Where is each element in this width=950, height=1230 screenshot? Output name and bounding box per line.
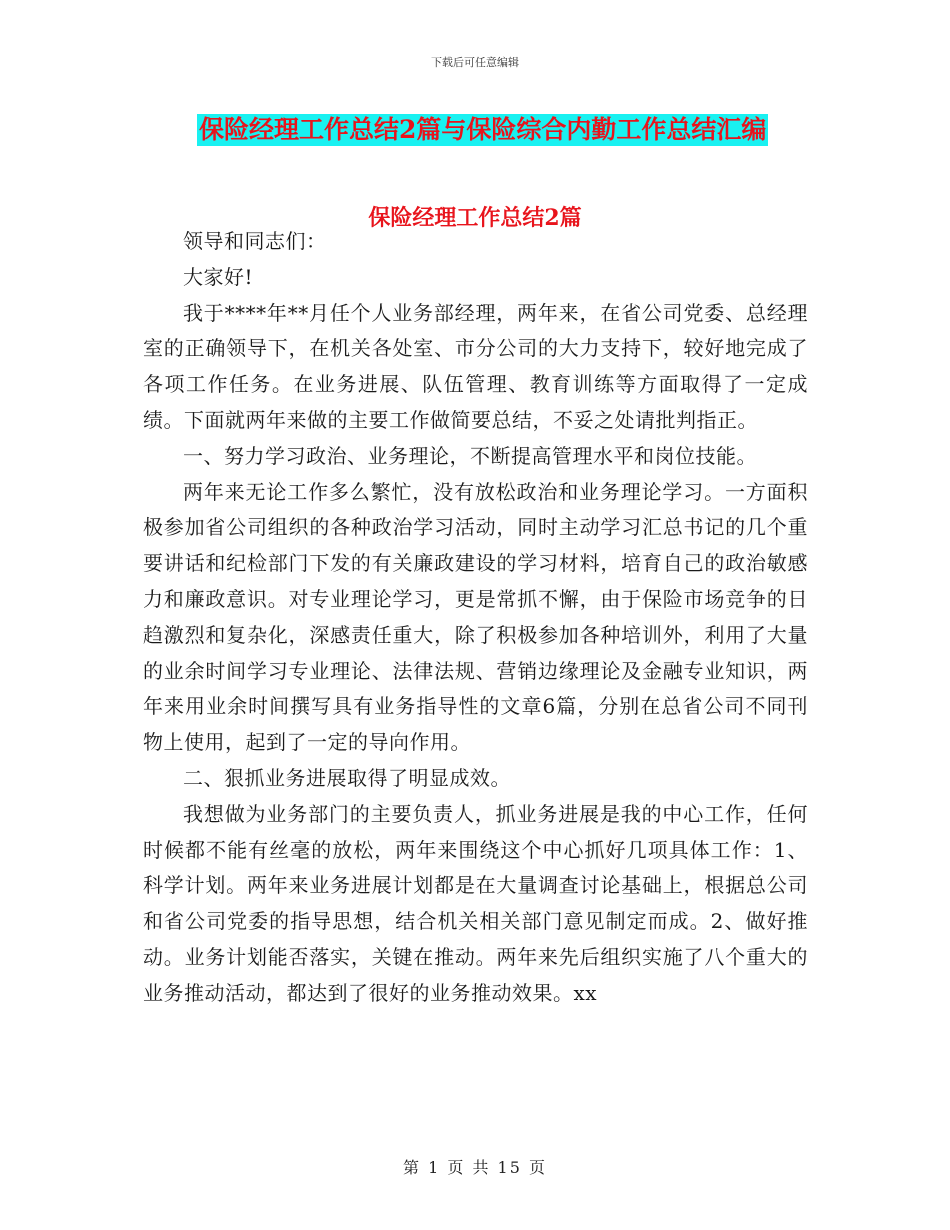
document-body	[143, 224, 808, 1012]
page-number-footer: 第 1 页 共 15 页	[403, 1158, 547, 1177]
paragraph-intro: 我于****年**月任个人业务部经理，两年来，在省公司党委、总经理室的正确领导下，在机关各处室、市分公司的大力支持下，较好地完成了各项工作任务。在业务进展、队伍管理、教育训练等方面取得了一定成绩。下面就两年来做的主要工作做简要总结，不妥之处请批判指正。	[143, 300, 808, 432]
section-heading-1: 一、努力学习政治、业务理论，不断提高管理水平和岗位技能。	[183, 443, 757, 468]
paragraph-business: 我想做为业务部门的主要负责人，抓业务进展是我的中心工作，任何时候都不能有丝毫的放松，两年来围绕这个中心抓好几项具体工作：1、科学计划。两年来业务进展计划都是在大量调查讨论基础上，根据总公司和省公司党委的指导思想，结合机关相关部门意见制定而成。2、做好推动。业务计划能否落实，关键在推动。两年来先后组织实施了八个重大的业务推动活动，都达到了很好的业务推动效果。xx	[143, 801, 808, 1005]
section-title: 保险经理工作总结2篇	[368, 205, 582, 231]
paragraph-greeting: 大家好!	[183, 264, 254, 289]
paragraph-salutation: 领导和同志们：	[183, 229, 327, 253]
section-heading-2: 二、狠抓业务进展取得了明显成效。	[183, 765, 511, 790]
document-main-title: 保险经理工作总结2篇与保险综合内勤工作总结汇编	[199, 115, 767, 144]
paragraph-study: 两年来无论工作多么繁忙，没有放松政治和业务理论学习。一方面积极参加省公司组织的各种政治学习活动，同时主动学习汇总书记的几个重要讲话和纪检部门下发的有关廉政建设的学习材料，培育自己的政治敏感力和廉政意识。对专业理论学习，更是常抓不懈，由于保险市场竞争的日趋激烈和复杂化，深感责任重大，除了积极参加各种培训外，利用了大量的业余时间学习专业理论、法律法规、营销边缘理论及金融专业知识，两年来用业余时间撰写具有业务指导性的文章6篇，分别在总省公司不同刊物上使用，起到了一定的导向作用。	[143, 479, 808, 755]
page-header-note: 下载后可任意编辑	[431, 56, 519, 69]
